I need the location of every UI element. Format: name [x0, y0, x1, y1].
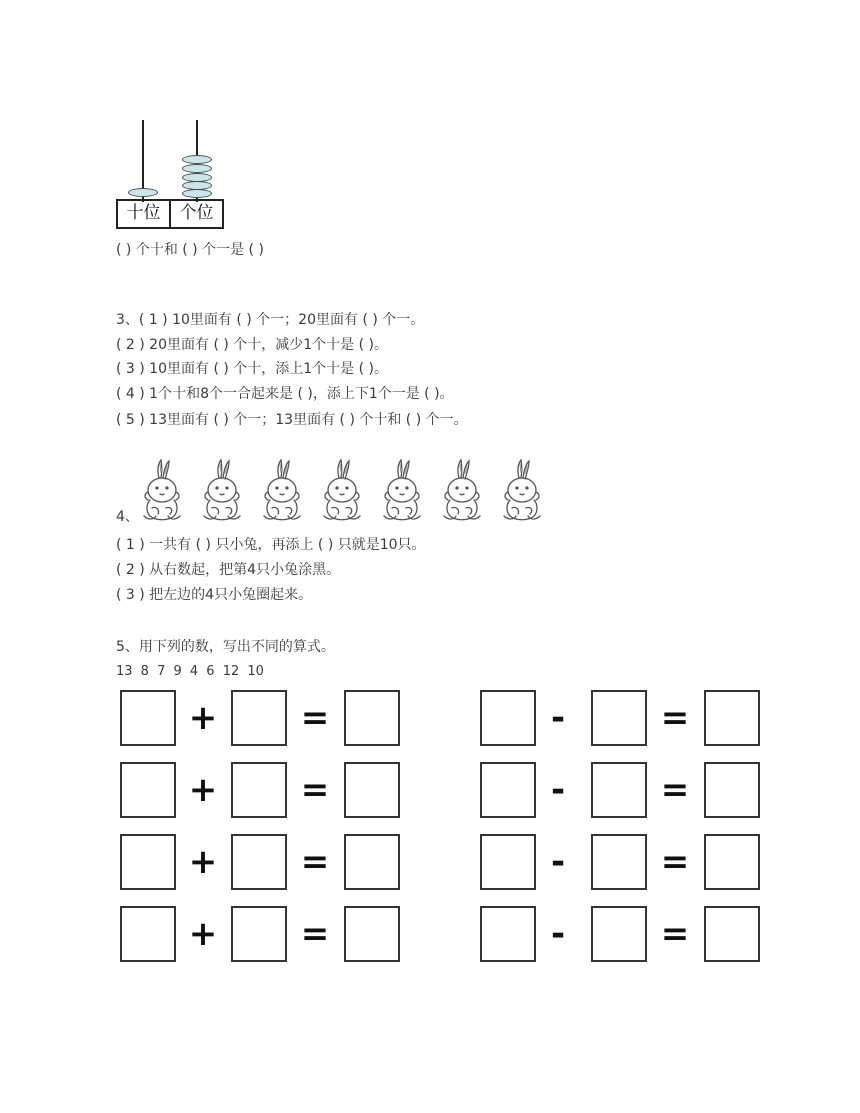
subtrahend-box-1[interactable]	[591, 690, 647, 746]
addend-box-2a[interactable]	[120, 762, 176, 818]
addend-box-4b[interactable]	[231, 906, 287, 962]
subtrahend-box-4[interactable]	[591, 906, 647, 962]
equals-sign: =	[300, 698, 330, 738]
rabbit-icon	[138, 458, 184, 524]
minuend-box-1[interactable]	[480, 690, 536, 746]
subtrahend-box-2[interactable]	[591, 762, 647, 818]
minuend-box-4[interactable]	[480, 906, 536, 962]
rabbit-icon	[498, 458, 544, 524]
q3-line-2: ( 2 ) 20里面有 ( ) 个十，减少1个十是 ( )。	[116, 337, 389, 353]
difference-box-1[interactable]	[704, 690, 760, 746]
addend-box-1a[interactable]	[120, 690, 176, 746]
rabbit-icon	[318, 458, 364, 524]
minus-sign: -	[550, 770, 566, 810]
sum-box-1[interactable]	[344, 690, 400, 746]
equals-sign: =	[300, 842, 330, 882]
ones-bead	[182, 155, 212, 164]
plus-sign: +	[188, 842, 218, 882]
equals-sign: =	[660, 698, 690, 738]
rabbit-icon	[438, 458, 484, 524]
plus-sign: +	[188, 770, 218, 810]
equals-sign: =	[660, 770, 690, 810]
equals-sign: =	[660, 842, 690, 882]
plus-sign: +	[188, 698, 218, 738]
equals-sign: =	[300, 914, 330, 954]
q3-line-3: ( 3 ) 10里面有 ( ) 个十，添上1个十是 ( )。	[116, 361, 389, 377]
q2-line: ( ) 个十和 ( ) 个一是 ( )	[116, 242, 264, 258]
addend-box-3a[interactable]	[120, 834, 176, 890]
equals-sign: =	[660, 914, 690, 954]
ones-bead	[182, 189, 212, 198]
addend-box-1b[interactable]	[231, 690, 287, 746]
minuend-box-2[interactable]	[480, 762, 536, 818]
addend-box-2b[interactable]	[231, 762, 287, 818]
tens-label: 十位	[126, 203, 161, 223]
q4-line-2: ( 2 ) 从右数起，把第4只小兔涂黑。	[116, 562, 341, 578]
minus-sign: -	[550, 914, 566, 954]
q4-number: 4、	[116, 509, 139, 525]
sum-box-3[interactable]	[344, 834, 400, 890]
rabbit-icon	[378, 458, 424, 524]
q4-line-1: ( 1 ) 一共有 ( ) 只小兔，再添上 ( ) 只就是10只。	[116, 537, 426, 553]
minus-sign: -	[550, 698, 566, 738]
difference-box-2[interactable]	[704, 762, 760, 818]
ones-label: 个位	[169, 201, 222, 227]
q3-line-5: ( 5 ) 13里面有 ( ) 个一；13里面有 ( ) 个十和 ( ) 个一。	[116, 412, 468, 428]
q5-title: 5、用下列的数，写出不同的算式。	[116, 639, 335, 655]
place-value-table	[116, 199, 224, 229]
q5-number-list: 13 8 7 9 4 6 12 10	[116, 664, 264, 679]
tens-bead	[128, 188, 158, 197]
difference-box-3[interactable]	[704, 834, 760, 890]
rabbit-icon	[198, 458, 244, 524]
addend-box-4a[interactable]	[120, 906, 176, 962]
addend-box-3b[interactable]	[231, 834, 287, 890]
q4-line-3: ( 3 ) 把左边的4只小兔圈起来。	[116, 587, 313, 603]
minus-sign: -	[550, 842, 566, 882]
difference-box-4[interactable]	[704, 906, 760, 962]
rabbit-icon	[258, 458, 304, 524]
subtrahend-box-3[interactable]	[591, 834, 647, 890]
ones-bead	[182, 164, 212, 173]
sum-box-2[interactable]	[344, 762, 400, 818]
q3-line-1: 3、( 1 ) 10里面有 ( ) 个一；20里面有 ( ) 个一。	[116, 312, 425, 328]
equals-sign: =	[300, 770, 330, 810]
q3-line-4: ( 4 ) 1个十和8个一合起来是 ( )，添上下1个一是 ( )。	[116, 386, 454, 402]
plus-sign: +	[188, 914, 218, 954]
minuend-box-3[interactable]	[480, 834, 536, 890]
sum-box-4[interactable]	[344, 906, 400, 962]
